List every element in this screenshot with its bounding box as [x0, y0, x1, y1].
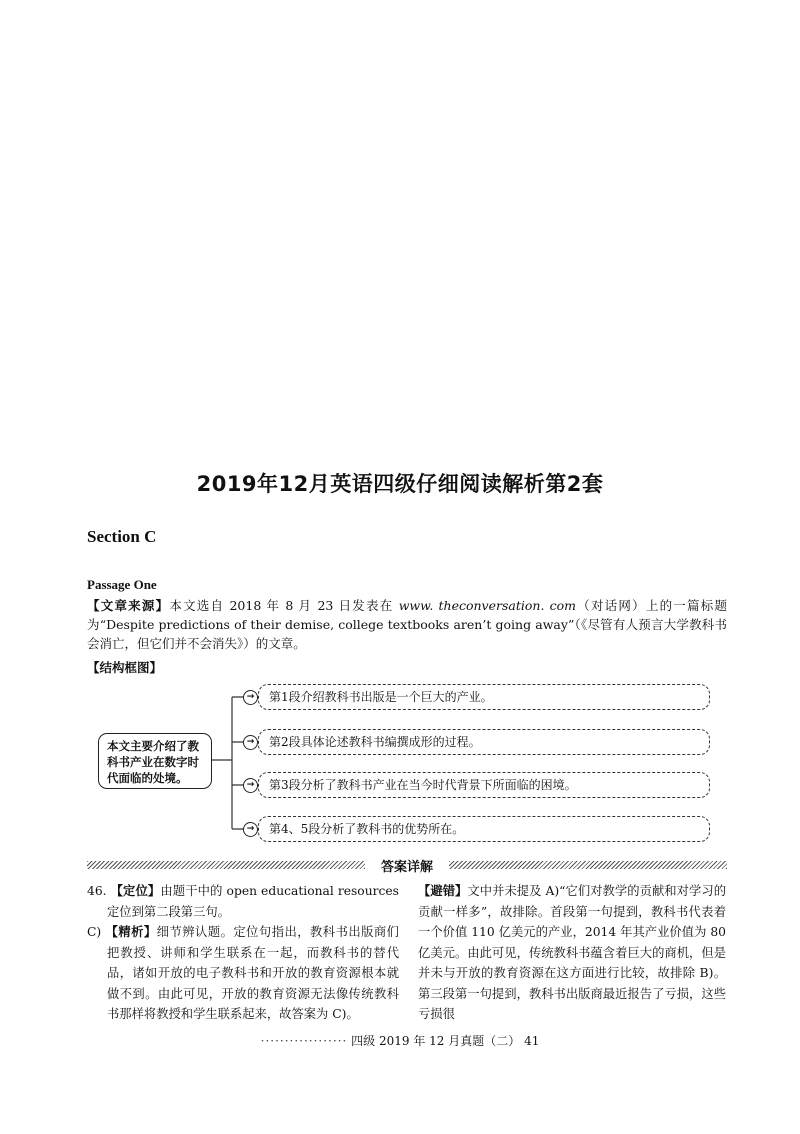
- source-tag: 【文章来源】: [87, 598, 170, 613]
- question-analysis: [87, 922, 399, 1025]
- source-site: www. theconversation. com: [398, 598, 576, 613]
- error-text: 文中并未提及 A)“它们对教学的贡献和对学习的贡献一样多”，故排除。首段第一句提到，教科书代表着一个价值 110 亿美元的产业，2014 年其产业价值为 80 亿美元。由此可见，传统教科书蕴含着巨大的商机，但是并未与开放的教育资源在这方面进行比较，故排除 B)。第三段第一句提到，教科书出版商最近报告了亏损，这些亏损很: [418, 884, 726, 1021]
- analysis-tag: 【精析】: [105, 924, 157, 939]
- question-number: 46.: [87, 884, 107, 898]
- locate-tag: 【定位】: [110, 883, 161, 898]
- answer-header: 答案详解: [380, 860, 433, 875]
- structure-branch-4: 第4、5段分析了教科书的优势所在。: [258, 816, 710, 842]
- error-tag: 【避错】: [418, 883, 468, 898]
- page-title: 2019年12月英语四级仔细阅读解析第2套: [196, 472, 604, 496]
- page-footer: [0, 1032, 800, 1049]
- divider-hatch-right: [449, 861, 727, 869]
- arrow-right-icon: →: [243, 778, 258, 793]
- structure-branch-2: 第2段具体论述教科书编撰成形的过程。: [258, 729, 710, 755]
- structure-branch-3: 第3段分析了教科书产业在当今时代背景下所面临的困境。: [258, 772, 710, 798]
- divider-hatch-left: [87, 861, 365, 869]
- arrow-right-icon: →: [243, 690, 258, 705]
- structure-label: 【结构框图】: [87, 660, 163, 675]
- passage-heading: Passage One: [87, 577, 157, 592]
- answer-letter: C): [87, 925, 102, 939]
- arrow-right-icon: →: [243, 822, 258, 837]
- answer-divider: [87, 858, 727, 875]
- page-number: 41: [524, 1034, 540, 1048]
- source-text-after: （对话网）上的一篇标题为“Despite predictions of their demise, college textbooks aren’t going away”（《尽管有人预言大学教科书会消亡，但它们并不会消失》）的文章。: [87, 598, 727, 651]
- source-text-before: 本文选自 2018 年 8 月 23 日发表在: [169, 598, 399, 613]
- answer-left-column: [87, 881, 399, 1025]
- structure-main-summary: 本文主要介绍了教科书产业在数字时代面临的处境。: [98, 733, 212, 789]
- answer-right-column: [418, 881, 726, 1025]
- analysis-text: 细节辨认题。定位句指出，教科书出版商们把教授、讲师和学生联系在一起，而教科书的替代品，诸如开放的电子教科书和开放的教育资源根本就做不到。由此可见，开放的教育资源无法像传统教科书那样将教授和学生联系起来，故答案为 C)。: [107, 925, 399, 1021]
- section-heading: Section C: [87, 527, 157, 546]
- footer-text: 四级 2019 年 12 月真题（二）: [351, 1034, 521, 1048]
- error-analysis: [418, 881, 726, 1025]
- question-locate: [87, 881, 399, 922]
- footer-dots-left: ··················: [260, 1034, 348, 1048]
- locate-text: 由题干中的 open educational resources 定位到第二段第三句。: [107, 884, 399, 919]
- structure-branch-1: 第1段介绍教科书出版是一个巨大的产业。: [258, 684, 710, 710]
- arrow-right-icon: →: [243, 735, 258, 750]
